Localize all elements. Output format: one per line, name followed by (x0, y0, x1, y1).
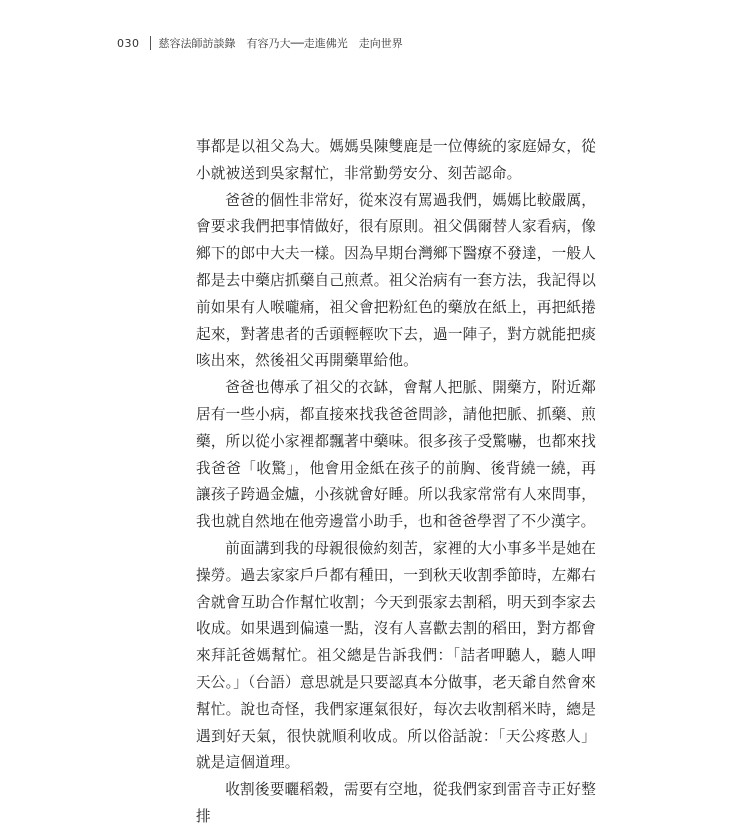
paragraph: 爸爸也傳承了祖父的衣缽，會幫人把脈、開藥方，附近鄰居有一些小病，都直接來找我爸爸問診，請他把脈、抓藥、煎藥，所以從小家裡都飄著中藥味。很多孩子受驚嚇，也都來找我爸爸「收驚」，他會用金紙在孩子的前胸、後背繞一繞，再讓孩子跨過金爐，小孩就會好睡。所以我家常常有人來問事，我也就自然地在他旁邊當小助手，也和爸爸學習了不少漢字。 (196, 379, 596, 531)
paragraph: 前面講到我的母親很儉約刻苦，家裡的大小事多半是她在操勞。過去家家戶戶都有種田，一到秋天收割季節時，左鄰右舍就會互助合作幫忙收割；今天到張家去割稻，明天到李家去收成。如果遇到偏遠一點，沒有人喜歡去割的稻田，對方都會來拜託爸媽幫忙。祖父總是告訴我們：「詰者呷聽人，聽人呷天公。」（台語）意思就是只要認真本分做事，老天爺自然會來幫忙。說也奇怪，我們家運氣很好，每次去收割稻米時，總是遇到好天氣，很快就順利收成。所以俗話說：「天公疼憨人」就是這個道理。 (196, 539, 596, 772)
running-header (117, 33, 414, 53)
page-number: 030 (117, 36, 140, 50)
chapter-subtitle: 有容乃大──走進佛光 (246, 37, 348, 50)
chapter-subtitle-continued: 走向世界 (358, 37, 403, 50)
paragraph-continuation: 事都是以祖父為大。媽媽吳陳雙鹿是一位傳統的家庭婦女，從小就被送到吳家幫忙，非常勤勞安分、刻苦認命。 (196, 138, 596, 182)
paragraph: 爸爸的個性非常好，從來沒有罵過我們，媽媽比較嚴厲，會要求我們把事情做好，很有原則。祖父偶爾替人家看病，像鄉下的郎中大夫一樣。因為早期台灣鄉下醫療不發達，一般人都是去中藥店抓藥自己煎煮。祖父治病有一套方法，我記得以前如果有人喉嚨痛，祖父會把粉紅色的藥放在紙上，再把紙捲起來，對著患者的舌頭輕輕吹下去，過一陣子，對方就能把痰咳出來，然後祖父再開藥單給他。 (196, 191, 596, 370)
body-text (196, 134, 596, 831)
header-divider (150, 36, 151, 50)
paragraph: 收割後要曬稻穀，需要有空地，從我們家到雷音寺正好整排 (196, 781, 596, 825)
book-title: 慈容法師訪談錄 (158, 37, 236, 50)
